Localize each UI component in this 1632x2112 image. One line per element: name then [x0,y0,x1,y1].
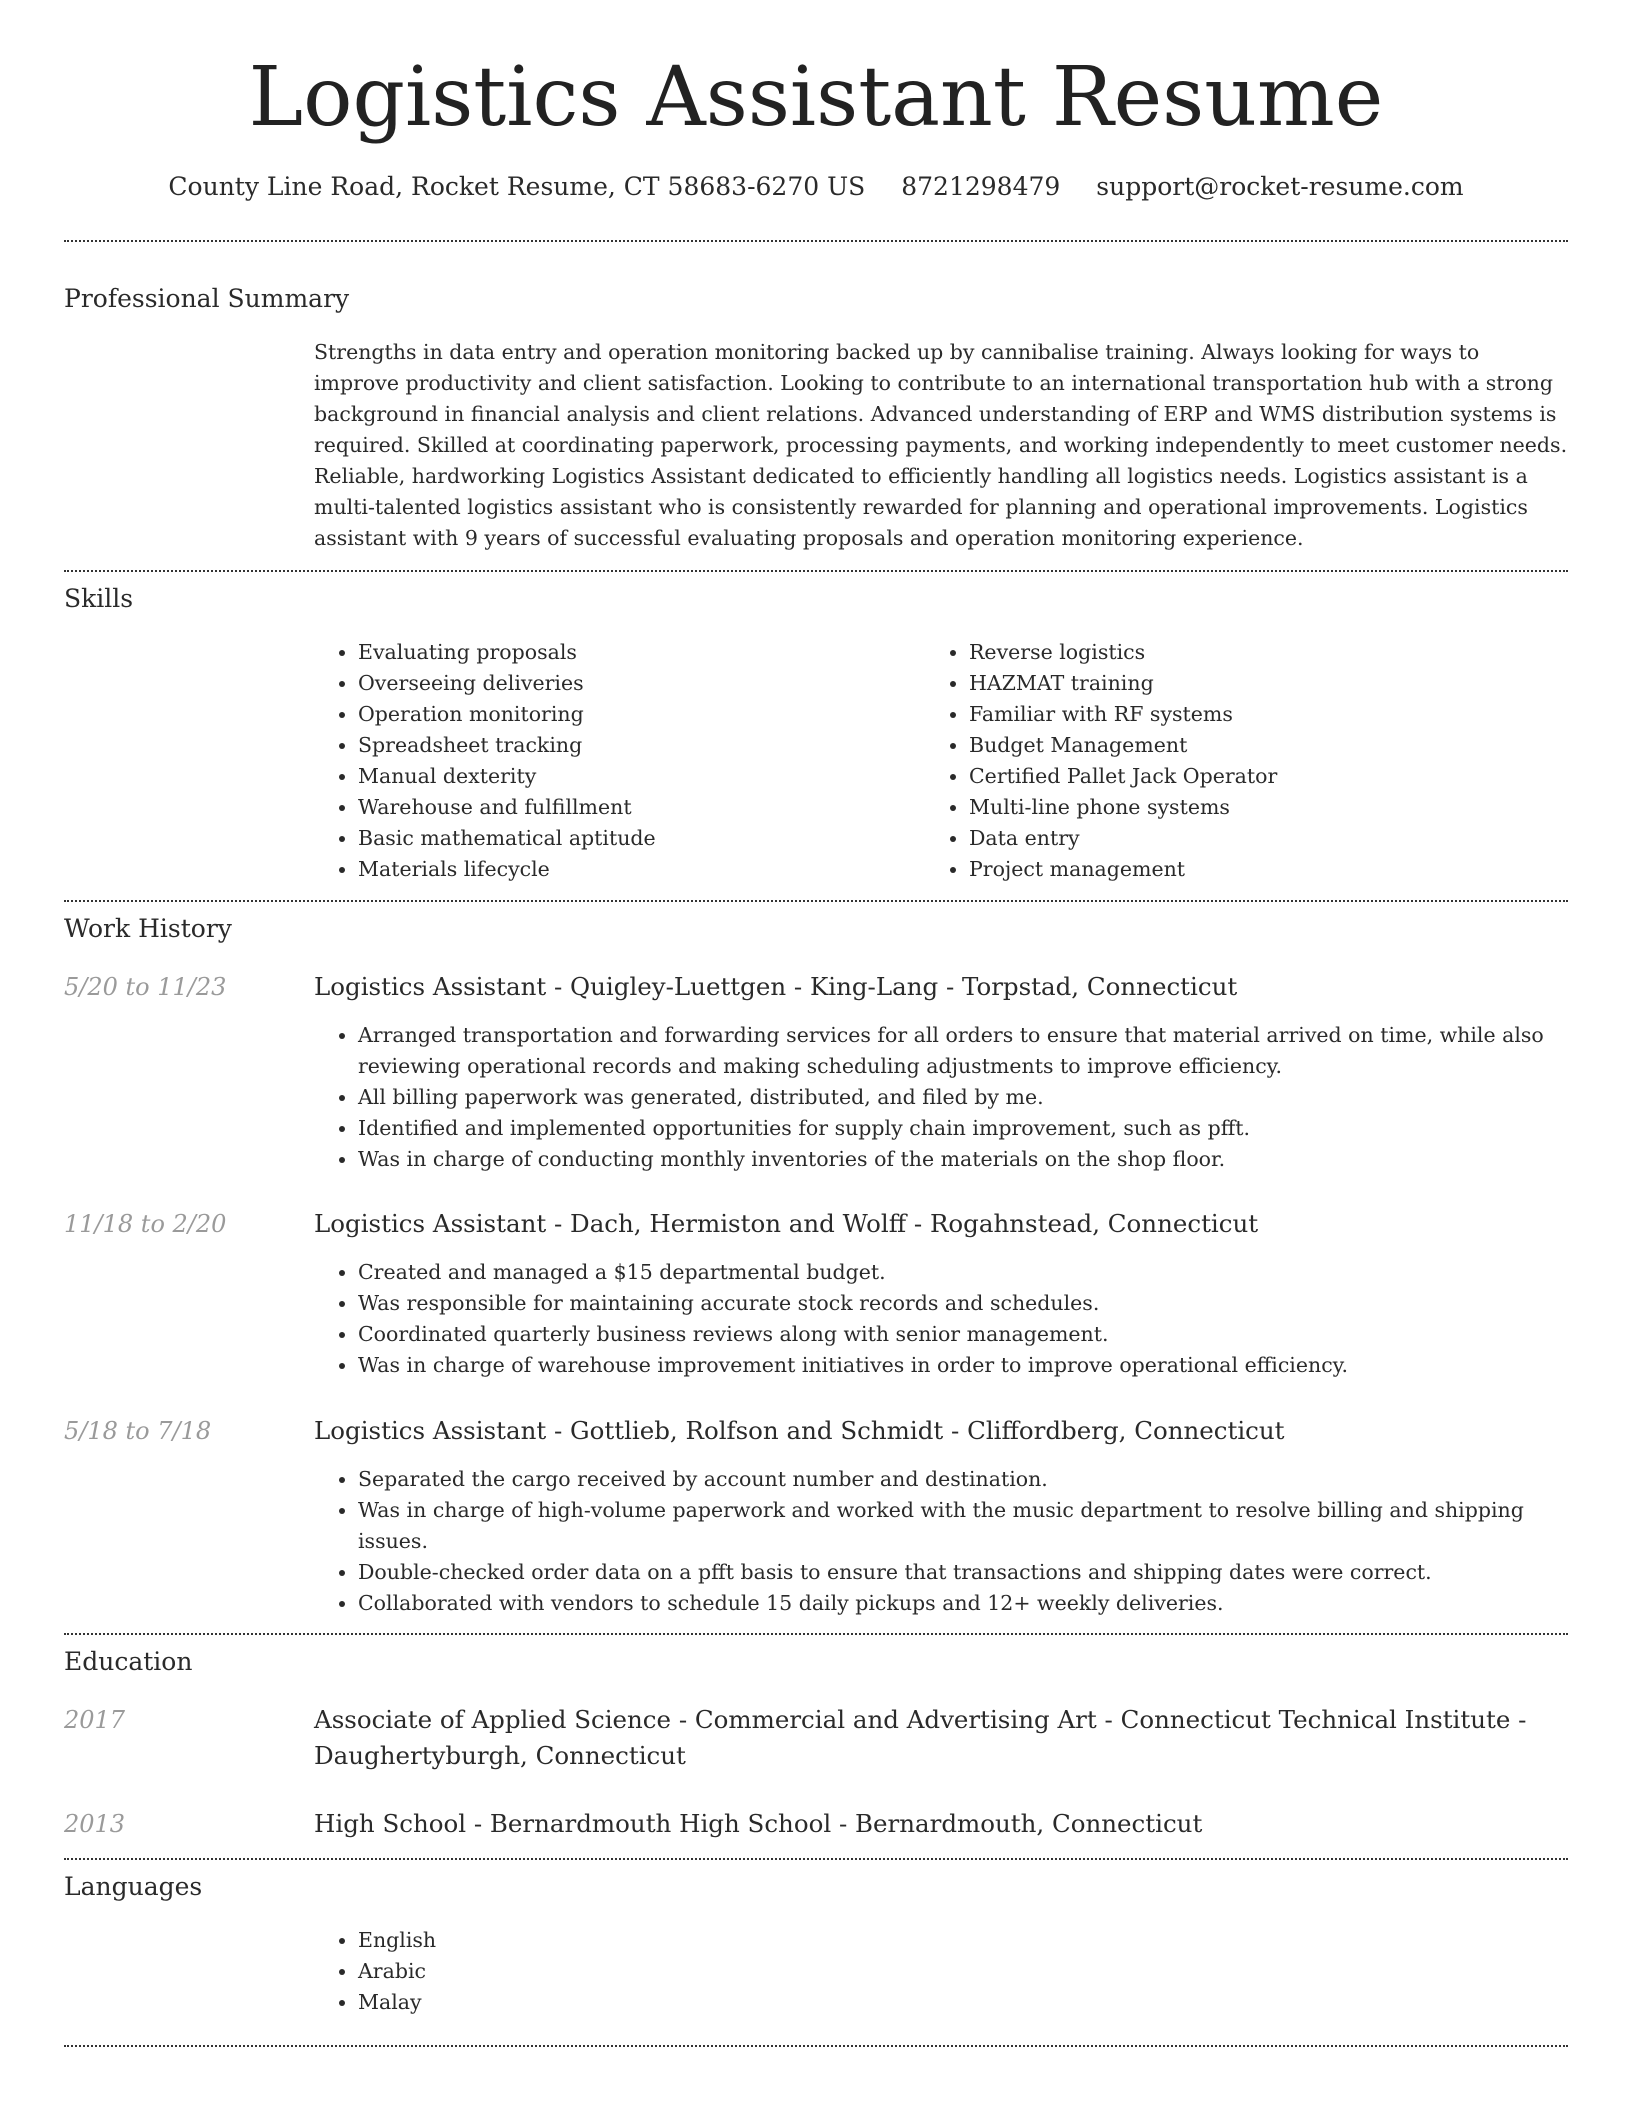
education-entry [314,1806,1568,1842]
languages-list [314,1925,914,2018]
job-bullet: • Was in charge of warehouse improvement initiatives in order to improve operational efficiency. [358,1350,1568,1381]
skill-item: • Reverse logistics [969,637,1525,668]
contact-phone: 8721298479 [901,172,1061,201]
job-bullets [314,1464,1568,1619]
job-bullets [314,1257,1568,1381]
skill-item: • HAZMAT training [969,668,1525,699]
skills-left-column [314,637,914,885]
skill-item: • Overseeing deliveries [358,668,914,699]
skills-right-column [925,637,1525,885]
section-divider [64,1858,1568,1860]
job-bullet: • Identified and implemented opportunities for supply chain improvement, such as pfft. [358,1113,1568,1144]
job-dates: 5/18 to 7/18 [64,1417,212,1445]
education-year: 2013 [64,1810,126,1838]
skill-item: • Multi-line phone systems [969,792,1525,823]
summary-heading: Professional Summary [64,284,350,313]
section-divider [64,900,1568,902]
section-divider [64,2045,1568,2047]
section-divider [64,240,1568,242]
job-bullet: • All billing paperwork was generated, distributed, and filed by me. [358,1082,1568,1113]
education-degree: Associate of Applied Science - Commercial and Advertising Art [314,1705,1097,1734]
skill-item: • Spreadsheet tracking [358,730,914,761]
section-divider [64,570,1568,572]
skill-item: • Materials lifecycle [358,854,914,885]
job-bullet: • Collaborated with vendors to schedule 15 daily pickups and 12+ weekly deliveries. [358,1588,1568,1619]
job-title: Logistics Assistant - Quigley-Luettgen - King-Lang - Torpstad, Connecticut [314,972,1238,1001]
job-bullet: • Was in charge of conducting monthly inventories of the materials on the shop floor. [358,1144,1568,1175]
resume-title: Logistics Assistant Resume [248,50,1384,145]
section-divider [64,1633,1568,1635]
education-heading: Education [64,1647,193,1676]
languages-heading: Languages [64,1872,203,1901]
skill-item: • Certified Pallet Jack Operator [969,761,1525,792]
job-dates: 11/18 to 2/20 [64,1210,227,1238]
summary-text: Strengths in data entry and operation monitoring backed up by cannibalise training. Always looking for ways to improve productivity and client satisfaction. Looking to contribute to an international transportation hub with a strong background in financial analysis and client relations. Advanced understanding of ERP and WMS distribution systems is required. Skilled at coordinating paperwork, processing payments, and working independently to meet customer needs. Reliable, hardworking Logistics Assistant dedicated to efficiently handling all logistics needs. Logistics assistant is a multi-talented logistics assistant who is consistently rewarded for planning and operational improvements. Logistics assistant with 9 years of successful evaluating proposals and operation monitoring experience. [314,340,1568,550]
contact-address: County Line Road, Rocket Resume, CT 58683-6270 US [168,172,866,201]
education-detail: - Connecticut Technical Institute - Daughertyburgh, Connecticut [314,1705,1527,1770]
education-year: 2017 [64,1706,126,1734]
job-bullet: • Created and managed a $15 departmental budget. [358,1257,1568,1288]
job-dates: 5/20 to 11/23 [64,973,227,1001]
skill-item: • Operation monitoring [358,699,914,730]
skill-item: • Budget Management [969,730,1525,761]
job-title: Logistics Assistant - Dach, Hermiston and Wolff - Rogahnstead, Connecticut [314,1209,1259,1238]
job-bullet: • Separated the cargo received by account number and destination. [358,1464,1568,1495]
work-heading: Work History [64,914,232,943]
skill-item: • Evaluating proposals [358,637,914,668]
language-item: • English [358,1925,914,1956]
education-detail: - Bernardmouth High School - Bernardmouth, Connecticut [466,1809,1203,1838]
skill-item: • Warehouse and fulfillment [358,792,914,823]
education-entry [314,1702,1568,1774]
job-bullet: • Was responsible for maintaining accurate stock records and schedules. [358,1288,1568,1319]
skill-item: • Basic mathematical aptitude [358,823,914,854]
contact-email: support@rocket-resume.com [1096,172,1464,201]
job-bullet: • Arranged transportation and forwarding services for all orders to ensure that material arrived on time, while also reviewing operational records and making scheduling adjustments to improve efficiency. [358,1020,1568,1082]
language-item: • Arabic [358,1956,914,1987]
job-bullet: • Double-checked order data on a pfft basis to ensure that transactions and shipping dates were correct. [358,1557,1568,1588]
language-item: • Malay [358,1987,914,2018]
skill-item: • Data entry [969,823,1525,854]
education-degree: High School [314,1809,467,1838]
skills-heading: Skills [64,584,134,613]
skill-item: • Project management [969,854,1525,885]
skill-item: • Familiar with RF systems [969,699,1525,730]
job-title: Logistics Assistant - Gottlieb, Rolfson and Schmidt - Cliffordberg, Connecticut [314,1416,1285,1445]
job-bullets [314,1020,1568,1175]
skill-item: • Manual dexterity [358,761,914,792]
job-bullet: • Was in charge of high-volume paperwork and worked with the music department to resolve billing and shipping issues. [358,1495,1568,1557]
job-bullet: • Coordinated quarterly business reviews along with senior management. [358,1319,1568,1350]
contact-line [64,170,1568,204]
